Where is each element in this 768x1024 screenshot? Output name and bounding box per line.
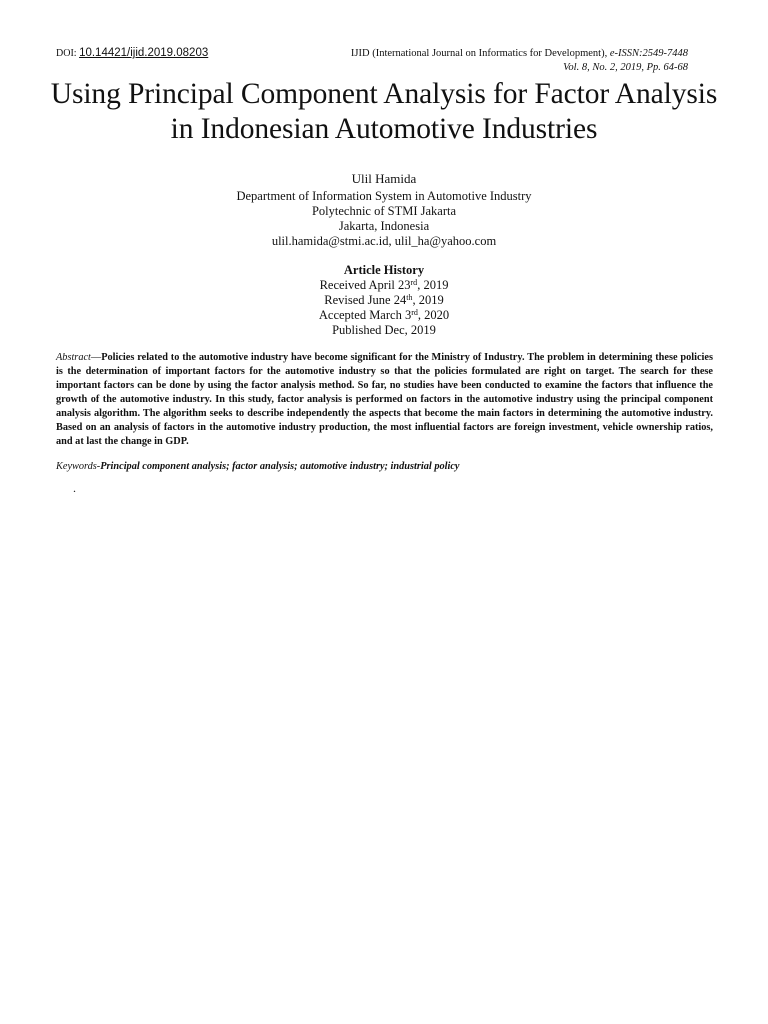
revised-ordinal: th [406,293,413,302]
history-received [234,278,534,293]
accepted-ordinal: rd [411,308,418,317]
history-accepted [234,308,534,323]
author-department: Department of Information System in Automotive Industry [236,189,532,203]
keywords [56,460,713,474]
journal-volume: Vol. 8, No. 2, 2019, Pp. 64-68 [563,62,688,73]
journal-issn: e-ISSN:2549-7448 [609,48,688,59]
doi-label: DOI: [56,48,80,59]
history-revised [234,293,534,308]
accepted-text: Accepted March 3 [318,308,412,322]
abstract-body: Policies related to the automotive industry have become significant for the Ministry of Industry. The problem in determining these policies is the determination of important factors for the automotive industry so that the policies formulated are right on target. The search for these important factors can be done by using the factor analysis method. So far, no studies have been conducted to examine the factors that influence the growth of the automotive industry. In this study, factor analysis is performed on factors in the automotive industry using the principal component analysis algorithm. The algorithm seeks to describe independently the aspects that become the main factors in determining the automotive industry. Based on an analysis of factors in the automotive industry production, the most influential factors are foreign investment, vehicle ownership ratios, and at last the change in GDP. [56,352,713,447]
author-name: Ulil Hamida [351,171,417,186]
keywords-label: Keywords- [56,461,101,472]
revised-year: , 2019 [412,293,444,307]
keywords-body: Principal component analysis; factor analysis; automotive industry; industrial policy [100,461,460,472]
received-ordinal: rd [410,278,418,287]
author-block [134,171,634,249]
stray-mark: . [73,481,76,495]
journal-name: IJID (International Journal on Informatics for Development), [350,48,610,59]
journal-header [351,47,688,75]
history-heading: Article History [343,263,425,277]
doi-line [56,47,208,60]
history-published: Published Dec, 2019 [332,323,436,337]
author-emails: ulil.hamida@stmi.ac.id, ulil_ha@yahoo.com [271,234,497,248]
abstract [56,351,713,449]
abstract-dash: — [90,352,102,363]
revised-text: Revised June 24 [324,293,407,307]
received-text: Received April 23 [319,278,411,292]
journal-line [351,47,688,61]
doi-link[interactable]: 10.14421/ijid.2019.08203 [79,47,209,59]
author-institution: Polytechnic of STMI Jakarta [311,204,457,218]
abstract-label: Abstract [56,352,91,363]
author-location: Jakarta, Indonesia [338,219,430,233]
paper-title: Using Principal Component Analysis for Factor Analysis in Indonesian Automotive Industries [50,78,718,145]
accepted-year: , 2020 [417,308,450,322]
received-year: , 2019 [417,278,449,292]
article-history [234,263,534,338]
